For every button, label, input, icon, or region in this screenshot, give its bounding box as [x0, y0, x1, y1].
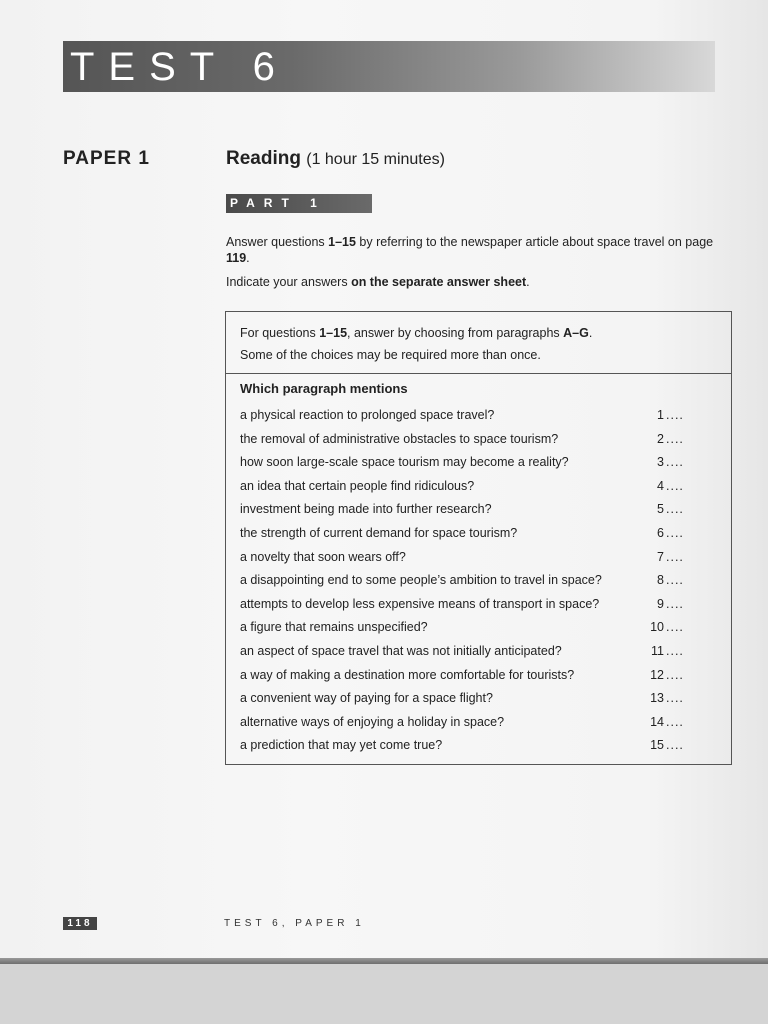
answer-blank[interactable]: ....: [666, 573, 684, 588]
question-text: a physical reaction to prolonged space travel?: [240, 408, 495, 422]
scanner-background: [0, 964, 768, 1024]
question-row: [240, 428, 720, 452]
section-time: (1 hour 15 minutes): [306, 151, 445, 168]
answer-blank[interactable]: ....: [666, 643, 684, 658]
question-row: [240, 616, 720, 640]
question-text: attempts to develop less expensive means of transport in space?: [240, 596, 600, 611]
question-row: [240, 569, 720, 593]
paper-label: PAPER 1: [63, 148, 150, 169]
question-text: a disappointing end to some people’s ambition to travel in space?: [240, 573, 602, 588]
question-row: [240, 498, 720, 522]
section-heading: [226, 148, 445, 170]
which-paragraph-heading: Which paragraph mentions: [240, 381, 408, 396]
answer-blank[interactable]: ....: [666, 667, 684, 682]
question-text: the removal of administrative obstacles to space tourism?: [240, 431, 559, 446]
question-number: 15: [650, 738, 664, 753]
question-row: [240, 404, 720, 428]
answer-blank[interactable]: ....: [666, 431, 684, 446]
question-number: 8: [657, 573, 664, 588]
answer-blank[interactable]: ....: [666, 525, 684, 540]
question-number: 14: [650, 714, 664, 729]
answer-blank[interactable]: ....: [666, 691, 684, 706]
answer-blank[interactable]: ....: [666, 596, 684, 611]
box-text: .: [588, 326, 593, 340]
box-text: For questions: [240, 326, 320, 340]
question-row: [240, 711, 720, 735]
question-list: [240, 404, 720, 758]
question-text: an idea that certain people find ridiculous?: [240, 478, 475, 493]
question-number: 4: [657, 478, 664, 493]
question-number: 10: [650, 620, 664, 635]
box-range: 1–15: [319, 326, 348, 340]
instr-text: by referring to the newspaper article about space travel on page: [355, 235, 714, 249]
question-number: 13: [650, 691, 664, 706]
box-text: , answer by choosing from paragraphs: [347, 326, 564, 340]
answer-blank[interactable]: ....: [666, 549, 684, 564]
question-row: [240, 593, 720, 617]
question-number: 2: [657, 431, 664, 446]
box-instruction-2: Some of the choices may be required more than once.: [240, 348, 541, 362]
running-footer: TEST 6, PAPER 1: [224, 918, 365, 929]
question-text: the strength of current demand for space tourism?: [240, 525, 518, 540]
question-text: a prediction that may yet come true?: [240, 738, 443, 753]
question-text: a figure that remains unspecified?: [240, 620, 428, 635]
question-row: [240, 475, 720, 499]
instr-emphasis: on the separate answer sheet: [351, 275, 527, 289]
question-text: alternative ways of enjoying a holiday in space?: [240, 714, 505, 729]
test-title: TEST 6: [70, 45, 289, 89]
instr-text: .: [526, 275, 530, 289]
instruction-line-1: [226, 234, 716, 266]
question-number: 1: [657, 408, 664, 422]
answer-blank[interactable]: ....: [666, 738, 684, 753]
answer-blank[interactable]: ....: [666, 502, 684, 517]
question-box-header: [226, 312, 731, 374]
question-row: [240, 687, 720, 711]
answer-blank[interactable]: ....: [666, 620, 684, 635]
question-row: [240, 546, 720, 570]
answer-blank[interactable]: ....: [666, 455, 684, 470]
question-text: how soon large-scale space tourism may become a reality?: [240, 455, 569, 470]
question-text: a convenient way of paying for a space flight?: [240, 691, 493, 706]
answer-blank[interactable]: ....: [666, 714, 684, 729]
question-number: 3: [657, 455, 664, 470]
question-text: an aspect of space travel that was not initially anticipated?: [240, 643, 562, 658]
question-text: investment being made into further research?: [240, 502, 492, 517]
question-box: [225, 311, 732, 765]
box-instruction-1: [240, 322, 731, 344]
question-row: [240, 451, 720, 475]
instr-range: 1–15: [328, 235, 356, 249]
question-row: [240, 734, 720, 758]
question-text: a way of making a destination more comfortable for tourists?: [240, 667, 575, 682]
question-row: [240, 522, 720, 546]
part-label: PART 1: [230, 196, 326, 210]
question-text: a novelty that soon wears off?: [240, 549, 406, 564]
instr-text: .: [246, 251, 250, 265]
question-number: 11: [651, 643, 664, 658]
section-name: Reading: [226, 148, 301, 169]
question-number: 12: [650, 667, 664, 682]
instr-text: Answer questions: [226, 235, 329, 249]
answer-blank[interactable]: ....: [666, 478, 684, 493]
question-number: 6: [657, 525, 664, 540]
question-number: 9: [657, 596, 664, 611]
page-number: 118: [63, 917, 97, 930]
instr-text: Indicate your answers: [226, 275, 352, 289]
box-paragraphs: A–G: [563, 326, 589, 340]
instr-page: 119: [226, 251, 247, 265]
question-row: [240, 640, 720, 664]
question-number: 5: [657, 502, 664, 517]
question-row: [240, 664, 720, 688]
instruction-line-2: [226, 274, 530, 290]
answer-blank[interactable]: ....: [666, 408, 684, 422]
question-number: 7: [657, 549, 664, 564]
